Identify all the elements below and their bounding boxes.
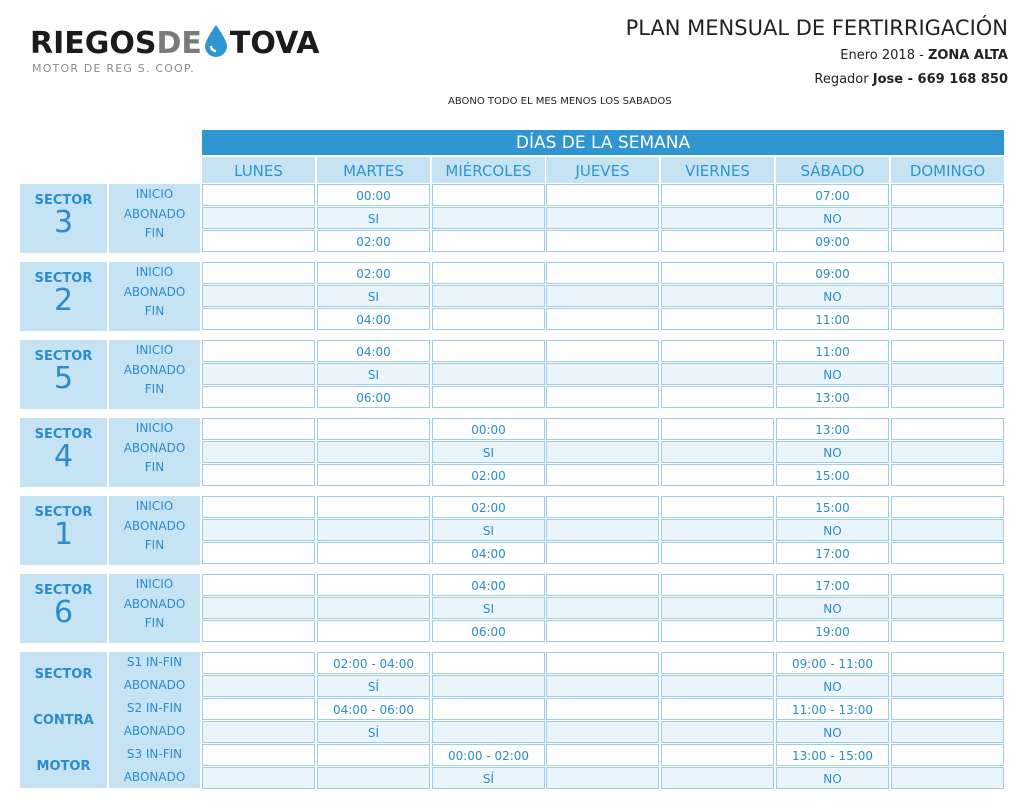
separator: - xyxy=(903,72,918,87)
schedule-cell: 04:00 xyxy=(432,542,545,564)
row-label: FIN xyxy=(144,616,165,630)
schedule-cell: SI xyxy=(317,285,430,307)
summary-label: MOTOR xyxy=(36,759,91,774)
schedule-cell xyxy=(317,464,430,486)
regador-label: Regador xyxy=(814,72,869,87)
day-header-monday: LUNES xyxy=(202,157,315,183)
summary-cell: 00:00 - 02:00 xyxy=(432,744,545,766)
day-header-tuesday: MARTES xyxy=(317,157,430,183)
schedule-cell xyxy=(891,597,1004,619)
summary-cell: 09:00 - 11:00 xyxy=(776,652,889,674)
days-of-week-header: DÍAS DE LA SEMANA xyxy=(202,130,1004,155)
summary-cell xyxy=(661,744,774,766)
schedule-cell: 09:00 xyxy=(776,262,889,284)
schedule-cell xyxy=(202,285,315,307)
summary-cell: SÍ xyxy=(317,721,430,743)
sector-label xyxy=(20,184,107,253)
separator: - xyxy=(914,48,928,63)
schedule-cell xyxy=(202,262,315,284)
schedule-cell: SI xyxy=(432,519,545,541)
schedule-cell xyxy=(661,519,774,541)
row-label: INICIO xyxy=(135,499,174,513)
summary-cell: 11:00 - 13:00 xyxy=(776,698,889,720)
schedule-cell xyxy=(317,574,430,596)
schedule-cell xyxy=(891,418,1004,440)
sector-word: SECTOR xyxy=(34,505,93,520)
schedule-cell xyxy=(317,418,430,440)
schedule-cell xyxy=(661,464,774,486)
schedule-cell xyxy=(546,262,659,284)
summary-cell xyxy=(891,767,1004,789)
summary-cell xyxy=(202,652,315,674)
summary-cell xyxy=(432,721,545,743)
schedule-cell: 15:00 xyxy=(776,496,889,518)
schedule-cell xyxy=(891,441,1004,463)
schedule-cell xyxy=(202,519,315,541)
water-drop-icon xyxy=(203,24,229,58)
schedule-cell xyxy=(202,464,315,486)
sector-word: SECTOR xyxy=(34,349,93,364)
schedule-cell xyxy=(432,386,545,408)
schedule-cell xyxy=(661,386,774,408)
summary-cell xyxy=(891,698,1004,720)
schedule-cell xyxy=(661,441,774,463)
schedule-cell xyxy=(546,519,659,541)
schedule-cell xyxy=(546,207,659,229)
schedule-cell: NO xyxy=(776,285,889,307)
schedule-cell xyxy=(202,386,315,408)
schedule-cell xyxy=(891,230,1004,252)
schedule-cell: 04:00 xyxy=(317,308,430,330)
row-label: FIN xyxy=(144,460,165,474)
schedule-cell xyxy=(546,597,659,619)
row-label: ABONADO xyxy=(123,362,186,377)
day-header-saturday: SÁBADO xyxy=(776,157,889,183)
summary-cell xyxy=(202,767,315,789)
schedule-cell: SI xyxy=(317,207,430,229)
schedule-cell xyxy=(661,418,774,440)
summary-row-label: ABONADO xyxy=(123,678,186,692)
row-label: ABONADO xyxy=(123,440,186,455)
schedule-cell xyxy=(891,207,1004,229)
schedule-cell xyxy=(202,620,315,642)
schedule-cell xyxy=(202,542,315,564)
summary-cell xyxy=(317,767,430,789)
sector-label xyxy=(20,340,107,409)
schedule-note: ABONO TODO EL MES MENOS LOS SABADOS xyxy=(448,96,672,107)
summary-cell xyxy=(202,675,315,697)
schedule-cell xyxy=(202,363,315,385)
summary-cell xyxy=(546,652,659,674)
schedule-cell: NO xyxy=(776,363,889,385)
sector-word: SECTOR xyxy=(34,583,93,598)
summary-cell: SÍ xyxy=(432,767,545,789)
summary-label: SECTOR xyxy=(34,667,93,682)
summary-cell: 02:00 - 04:00 xyxy=(317,652,430,674)
schedule-cell xyxy=(661,542,774,564)
sector-number: 1 xyxy=(53,517,74,552)
summary-cell xyxy=(546,767,659,789)
schedule-cell xyxy=(661,262,774,284)
schedule-cell xyxy=(546,340,659,362)
row-label: INICIO xyxy=(135,343,174,357)
schedule-cell xyxy=(546,620,659,642)
schedule-cell xyxy=(546,184,659,206)
schedule-cell xyxy=(317,519,430,541)
schedule-cell: 07:00 xyxy=(776,184,889,206)
summary-cell xyxy=(891,652,1004,674)
summary-cell xyxy=(661,721,774,743)
schedule-cell xyxy=(891,574,1004,596)
summary-cell xyxy=(891,744,1004,766)
schedule-cell xyxy=(891,285,1004,307)
schedule-cell xyxy=(891,496,1004,518)
row-label: FIN xyxy=(144,226,165,240)
summary-row-label: S3 IN-FIN xyxy=(126,747,183,761)
row-label: ABONADO xyxy=(123,596,186,611)
schedule-cell xyxy=(891,363,1004,385)
schedule-cell xyxy=(661,207,774,229)
schedule-cell xyxy=(432,262,545,284)
schedule-cell xyxy=(891,340,1004,362)
schedule-cell xyxy=(202,496,315,518)
schedule-cell: 13:00 xyxy=(776,386,889,408)
schedule-cell: NO xyxy=(776,207,889,229)
sector-word: SECTOR xyxy=(34,193,93,208)
summary-cell xyxy=(661,698,774,720)
summary-cell xyxy=(202,698,315,720)
schedule-cell xyxy=(432,207,545,229)
schedule-cell: 09:00 xyxy=(776,230,889,252)
sector-label xyxy=(20,418,107,487)
regador-name: Jose xyxy=(872,72,904,87)
schedule-cell xyxy=(661,363,774,385)
summary-cell xyxy=(432,652,545,674)
schedule-cell: NO xyxy=(776,597,889,619)
schedule-cell: 04:00 xyxy=(317,340,430,362)
schedule-cell xyxy=(661,620,774,642)
schedule-cell xyxy=(202,340,315,362)
schedule-cell xyxy=(317,441,430,463)
schedule-cell: 02:00 xyxy=(432,496,545,518)
schedule-cell xyxy=(661,230,774,252)
sector-word: SECTOR xyxy=(34,271,93,286)
summary-row-label-column xyxy=(109,652,200,788)
schedule-cell xyxy=(546,574,659,596)
schedule-cell xyxy=(891,620,1004,642)
schedule-cell: SI xyxy=(317,363,430,385)
row-label: INICIO xyxy=(135,421,174,435)
sector-label xyxy=(20,574,107,643)
schedule-cell xyxy=(661,340,774,362)
schedule-cell: 17:00 xyxy=(776,542,889,564)
regador-phone: 669 168 850 xyxy=(917,72,1008,87)
schedule-cell xyxy=(546,441,659,463)
company-logo xyxy=(30,26,360,84)
schedule-cell xyxy=(546,464,659,486)
schedule-cell: 02:00 xyxy=(317,262,430,284)
summary-cell xyxy=(891,675,1004,697)
schedule-cell: 04:00 xyxy=(432,574,545,596)
month-label: Enero 2018 xyxy=(840,48,915,63)
schedule-cell xyxy=(432,285,545,307)
schedule-cell xyxy=(202,184,315,206)
summary-cell xyxy=(891,721,1004,743)
summary-cell xyxy=(317,744,430,766)
row-label: FIN xyxy=(144,538,165,552)
summary-row-label: ABONADO xyxy=(123,770,186,784)
row-label: INICIO xyxy=(135,187,174,201)
schedule-cell: 00:00 xyxy=(317,184,430,206)
schedule-cell xyxy=(891,464,1004,486)
schedule-cell xyxy=(546,285,659,307)
summary-cell xyxy=(432,675,545,697)
summary-cell xyxy=(661,652,774,674)
row-label: INICIO xyxy=(135,577,174,591)
schedule-cell xyxy=(202,308,315,330)
schedule-cell xyxy=(661,285,774,307)
schedule-cell xyxy=(202,597,315,619)
summary-row-label: S1 IN-FIN xyxy=(126,655,183,669)
sector-number: 6 xyxy=(53,595,74,630)
schedule-cell: 15:00 xyxy=(776,464,889,486)
row-label: FIN xyxy=(144,382,165,396)
sector-number: 3 xyxy=(53,205,74,240)
schedule-cell xyxy=(432,184,545,206)
schedule-cell xyxy=(202,574,315,596)
summary-cell: NO xyxy=(776,767,889,789)
day-header-thursday: JUEVES xyxy=(546,157,659,183)
schedule-cell: NO xyxy=(776,441,889,463)
schedule-cell xyxy=(317,542,430,564)
schedule-cell xyxy=(546,386,659,408)
row-label: FIN xyxy=(144,304,165,318)
schedule-cell: SI xyxy=(432,441,545,463)
schedule-cell xyxy=(546,418,659,440)
sector-label xyxy=(20,262,107,331)
schedule-cell xyxy=(202,441,315,463)
schedule-cell: 11:00 xyxy=(776,340,889,362)
schedule-cell: SI xyxy=(432,597,545,619)
schedule-cell: 19:00 xyxy=(776,620,889,642)
sector-word: SECTOR xyxy=(34,427,93,442)
day-header-sunday: DOMINGO xyxy=(891,157,1004,183)
schedule-cell: 00:00 xyxy=(432,418,545,440)
logo-text-riegos: RIEGOS xyxy=(30,26,157,61)
schedule-cell: 13:00 xyxy=(776,418,889,440)
schedule-cell xyxy=(202,207,315,229)
month-zone-line xyxy=(840,48,1008,63)
schedule-cell xyxy=(317,620,430,642)
schedule-cell xyxy=(546,230,659,252)
schedule-cell: 06:00 xyxy=(317,386,430,408)
schedule-cell xyxy=(317,597,430,619)
summary-cell xyxy=(546,698,659,720)
summary-cell xyxy=(432,698,545,720)
summary-cell xyxy=(661,675,774,697)
day-header-friday: VIERNES xyxy=(661,157,774,183)
summary-cell: 04:00 - 06:00 xyxy=(317,698,430,720)
summary-cell xyxy=(546,744,659,766)
summary-cell: 13:00 - 15:00 xyxy=(776,744,889,766)
schedule-cell xyxy=(891,184,1004,206)
row-label: INICIO xyxy=(135,265,174,279)
schedule-cell xyxy=(661,496,774,518)
schedule-cell xyxy=(202,418,315,440)
row-label: ABONADO xyxy=(123,284,186,299)
schedule-cell xyxy=(891,386,1004,408)
schedule-cell xyxy=(546,363,659,385)
logo-wordmark xyxy=(30,26,319,62)
schedule-cell xyxy=(661,184,774,206)
day-header-wednesday: MIÉRCOLES xyxy=(432,157,545,183)
schedule-cell xyxy=(432,308,545,330)
schedule-cell xyxy=(432,230,545,252)
summary-cell xyxy=(546,675,659,697)
summary-cell xyxy=(202,744,315,766)
summary-row-label: S2 IN-FIN xyxy=(126,701,183,715)
schedule-cell xyxy=(891,542,1004,564)
schedule-cell xyxy=(891,262,1004,284)
schedule-cell: 06:00 xyxy=(432,620,545,642)
schedule-cell: 17:00 xyxy=(776,574,889,596)
summary-cell xyxy=(202,721,315,743)
row-label: ABONADO xyxy=(123,206,186,221)
schedule-cell xyxy=(546,496,659,518)
logo-subtitle: MOTOR DE REG S. COOP. xyxy=(32,62,195,75)
zone-label: ZONA ALTA xyxy=(927,48,1008,63)
schedule-cell xyxy=(432,363,545,385)
sector-number: 4 xyxy=(53,439,74,474)
schedule-cell xyxy=(891,519,1004,541)
schedule-cell xyxy=(202,230,315,252)
sector-number: 5 xyxy=(53,361,74,396)
regador-line xyxy=(814,72,1008,87)
summary-cell: NO xyxy=(776,675,889,697)
sector-number: 2 xyxy=(53,283,74,318)
schedule-cell xyxy=(317,496,430,518)
summary-cell: NO xyxy=(776,721,889,743)
schedule-cell xyxy=(546,308,659,330)
summary-row-label: ABONADO xyxy=(123,724,186,738)
logo-text-tova: TOVA xyxy=(229,26,320,61)
summary-cell: SÍ xyxy=(317,675,430,697)
schedule-cell: 02:00 xyxy=(317,230,430,252)
summary-cell xyxy=(546,721,659,743)
schedule-cell xyxy=(891,308,1004,330)
schedule-cell xyxy=(661,574,774,596)
schedule-cell: 11:00 xyxy=(776,308,889,330)
sector-label xyxy=(20,496,107,565)
schedule-cell xyxy=(432,340,545,362)
schedule-cell: 02:00 xyxy=(432,464,545,486)
document-title: PLAN MENSUAL DE FERTIRRIGACIÓN xyxy=(625,16,1008,40)
schedule-cell xyxy=(546,542,659,564)
summary-label: CONTRA xyxy=(33,713,94,728)
schedule-cell xyxy=(661,597,774,619)
summary-cell xyxy=(661,767,774,789)
schedule-cell: NO xyxy=(776,519,889,541)
logo-text-de: DE xyxy=(156,26,202,61)
schedule-cell xyxy=(661,308,774,330)
row-label: ABONADO xyxy=(123,518,186,533)
